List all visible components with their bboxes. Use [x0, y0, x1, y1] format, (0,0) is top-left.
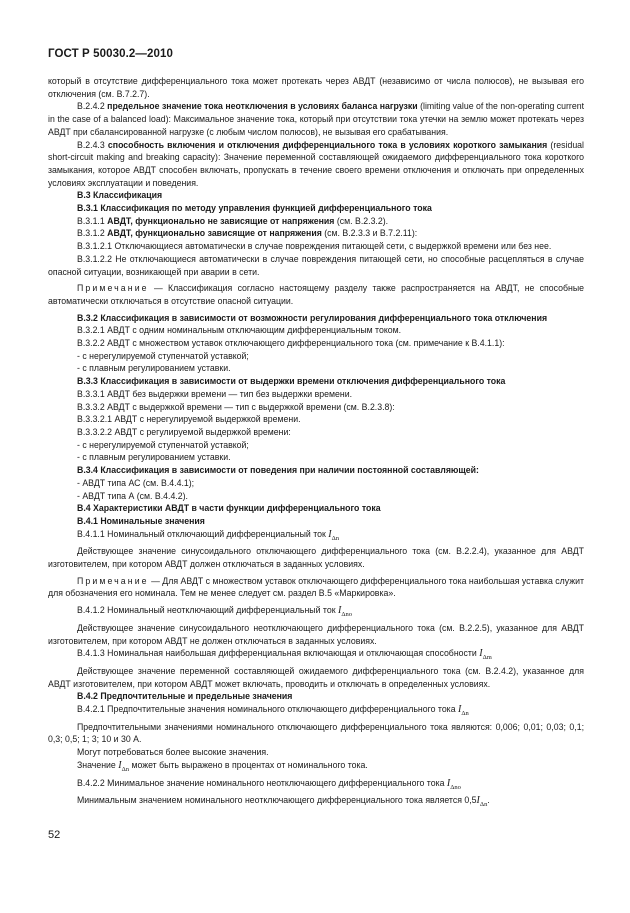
paragraph [48, 665, 584, 690]
bold-text: В.3.2 Классификация в зависимости от возможности регулирования дифференциального тока отключения [77, 312, 548, 323]
text-run: В.2.4.2 [77, 101, 108, 112]
paragraph [48, 413, 584, 426]
text-run: В.3.2.2 АВДТ с множеством уставок отключающего дифференциального тока (см. примечание к В.4.1.1): [77, 338, 505, 349]
paragraph [48, 337, 584, 350]
text-run: (residual short-circuit making and breaking capacity): Значение переменной составляющей ожидаемого дифференциального тока короткого замыкания, которое АВДТ способен включать, пропускать в течение своего времени отключения и отключать при определенных условиях эксплуатации и поведения. [48, 139, 584, 188]
text-run: В.4.1.1 Номинальный отключающий дифференциальный ток [77, 528, 329, 539]
paragraph [48, 202, 584, 215]
current-symbol-letter: I [328, 528, 332, 540]
current-symbol [458, 704, 469, 718]
bold-text: В.4 Характеристики АВДТ в части функции дифференциального тока [77, 503, 381, 514]
text-run: . [487, 795, 490, 806]
current-symbol-subscript: Δn [461, 710, 469, 718]
bold-text: АВДТ, функционально не зависящие от напряжения [107, 215, 335, 226]
document-page [48, 48, 584, 812]
paragraph [48, 451, 584, 464]
paragraph [48, 647, 584, 665]
paragraph [48, 324, 584, 337]
text-run: В.3.1.2 [77, 228, 108, 239]
paragraph [48, 388, 584, 401]
current-symbol [328, 529, 339, 540]
paragraph [48, 477, 584, 490]
text-run: Минимальным значением номинального неотключающего дифференциального тока является 0,5 [77, 795, 477, 806]
text-run: В.4.1.2 Номинальный неотключающий дифференциальный ток [77, 605, 338, 616]
current-symbol [479, 648, 492, 662]
current-symbol-subscript: Δn [121, 765, 130, 773]
bold-text: В.3.1 Классификация по методу управления функцией дифференциального тока [77, 203, 432, 214]
paragraph [48, 426, 584, 439]
paragraph [48, 703, 584, 721]
paragraph [48, 545, 584, 570]
paragraph [48, 75, 584, 100]
text-run: В.3.3.1 АВДТ без выдержки времени — тип без выдержки времени. [77, 388, 353, 399]
current-symbol-subscript: Δno [341, 611, 352, 619]
text-run: Могут потребоваться более высокие значения. [77, 747, 269, 758]
current-symbol-subscript: Δn [479, 801, 488, 809]
current-symbol-letter: I [337, 605, 342, 617]
current-symbol [337, 605, 352, 619]
paragraph [48, 215, 584, 228]
text-run: — Для АВДТ с множеством уставок отключающего дифференциального тока наибольшая уставка служит для обозначения его номинала. Тем не менее следует см. раздел В.5 «Маркировка». [48, 575, 584, 599]
text-run: В.4.2.1 Предпочтительные значения номинального отключающего дифференциального тока [77, 704, 458, 715]
text-run: - с нерегулируемой ступенчатой уставкой; [77, 439, 249, 450]
paragraph [48, 189, 584, 202]
text-run: - с плавным регулированием уставки. [77, 452, 231, 463]
paragraph [48, 240, 584, 253]
text-run: Действующее значение переменной составляющей ожидаемого дифференциального тока (см. В.2.4.2), указанное для АВДТ изготовителем, при котором АВДТ может включать, проводить и отключать в определенных условиях. [48, 665, 584, 689]
current-symbol-letter: I [446, 777, 451, 789]
current-symbol [447, 778, 461, 789]
bold-text: АВДТ, функционально зависящие от напряжения [107, 228, 322, 239]
current-symbol [118, 760, 129, 771]
text-run: Значение [77, 759, 119, 770]
current-symbol-letter: I [458, 704, 462, 716]
text-run: (limiting value of the non-operating current in the case of a balanced load): Максимальное значение тока, который при отсутствии тока утечки на землю может протекать через АВДТ при сбалансированной нагрузке (с любым числом полюсов), не вызывая его срабатывания. [48, 101, 585, 137]
current-symbol-letter: I [476, 795, 480, 807]
paragraph [48, 312, 584, 325]
text-run: Предпочтительными значениями номинального отключающего дифференциального тока являются: 0,006; 0,01; 0,03; 0,1; 0,3; 0,5; 1; 3; 10 и 30 А. [48, 721, 584, 745]
bold-text: В.3 Классификация [77, 190, 163, 201]
document-body [48, 75, 584, 812]
text-run: В.3.3.2.1 АВДТ с нерегулируемой выдержкой времени. [77, 414, 301, 425]
paragraph [48, 464, 584, 477]
text-run: Действующее значение синусоидального отключающего дифференциального тока (см. В.2.2.4), указанное для АВДТ изготовителем, при котором АВДТ должен отключаться в заданных условиях. [48, 546, 584, 570]
paragraph [48, 690, 584, 703]
paragraph [48, 721, 584, 746]
paragraph [48, 575, 584, 600]
bold-text: В.3.3 Классификация в зависимости от выдержки времени отключения дифференциального тока [77, 376, 506, 387]
paragraph [48, 746, 584, 759]
paragraph [48, 794, 584, 812]
document-header: ГОСТ Р 50030.2—2010 [48, 48, 173, 60]
paragraph [48, 515, 584, 528]
note-label: Примечание [77, 283, 149, 294]
paragraph [48, 502, 584, 515]
text-run: может быть выражено в процентах от номинального тока. [129, 759, 368, 770]
text-run: В.4.2.2 Минимальное значение номинального неотключающего дифференциального тока [77, 777, 447, 788]
paragraph [48, 777, 584, 795]
paragraph [48, 759, 584, 777]
bold-text: В.4.2 Предпочтительные и предельные значения [77, 691, 293, 702]
text-run: Действующее значение синусоидального неотключающего дифференциального тока (см. В.2.2.5), указанное для АВДТ изготовителем, при котором АВДТ не должен отключаться в заданных условиях. [48, 622, 584, 646]
bold-text: В.4.1 Номинальные значения [77, 515, 205, 526]
paragraph [48, 375, 584, 388]
paragraph [48, 100, 584, 138]
text-run: В.4.1.3 Номинальная наибольшая дифференциальная включающая и отключающая способности [77, 648, 480, 659]
paragraph [48, 139, 584, 190]
paragraph [48, 362, 584, 375]
text-run: В.3.3.2 АВДТ с выдержкой времени — тип с выдержкой времени (см. В.2.3.8): [77, 401, 395, 412]
text-run: — Классификация согласно настоящему разделу также распространяется на АВДТ, не способные автоматически отключаться в отсутствие опасной ситуации. [48, 283, 584, 306]
current-symbol-subscript: Δno [450, 783, 461, 791]
paragraph [48, 350, 584, 363]
current-symbol-subscript: Δm [482, 654, 492, 662]
paragraph [48, 490, 584, 503]
text-run: который в отсутствие дифференциального тока может протекать через АВДТ (независимо от числа полюсов), не вызывая его отключения (см. В.7.2.7). [48, 76, 584, 99]
paragraph [48, 622, 584, 647]
bold-text: способность включения и отключения дифференциального тока в условиях короткого замыкания [107, 139, 548, 150]
text-run: В.3.1.1 [77, 215, 108, 226]
page-number: 52 [48, 829, 61, 841]
text-run: - АВДТ типа АС (см. В.4.4.1); [77, 477, 195, 488]
current-symbol [476, 795, 488, 809]
paragraph [48, 282, 584, 307]
current-symbol-letter: I [118, 759, 122, 771]
paragraph [48, 439, 584, 452]
bold-text: предельное значение тока неотключения в условиях баланса нагрузки [107, 101, 418, 112]
current-symbol-letter: I [479, 648, 483, 660]
paragraph [48, 604, 584, 622]
text-run: - АВДТ типа А (см. В.4.4.2). [77, 490, 188, 501]
note-label: Примечание [77, 575, 149, 586]
text-run: - с плавным регулированием уставки. [77, 363, 231, 374]
paragraph [48, 528, 584, 546]
text-run: (см. В.2.3.2). [334, 215, 389, 226]
current-symbol-subscript: Δn [331, 534, 340, 542]
paragraph [48, 401, 584, 414]
text-run: В.3.1.2.2 Не отключающиеся автоматически в случае повреждения питающей сети, но способные расцепляться в случае опасной ситуации, возникающей при аварии в сети. [48, 253, 584, 277]
text-run: В.3.2.1 АВДТ с одним номинальным отключающим дифференциальным током. [77, 325, 402, 336]
bold-text: В.3.4 Классификация в зависимости от поведения при наличии постоянной составляющей: [77, 465, 479, 476]
text-run: (см. В.2.3.3 и В.7.2.11): [321, 228, 418, 239]
paragraph [48, 227, 584, 240]
text-run: - с нерегулируемой ступенчатой уставкой; [77, 350, 249, 361]
text-run: В.3.1.2.1 Отключающиеся автоматически в случае повреждения питающей сети, с выдержкой времени или без нее. [77, 241, 552, 252]
text-run: В.2.4.3 [77, 139, 108, 150]
paragraph [48, 253, 584, 278]
text-run: В.3.3.2.2 АВДТ с регулируемой выдержкой времени: [77, 426, 291, 437]
